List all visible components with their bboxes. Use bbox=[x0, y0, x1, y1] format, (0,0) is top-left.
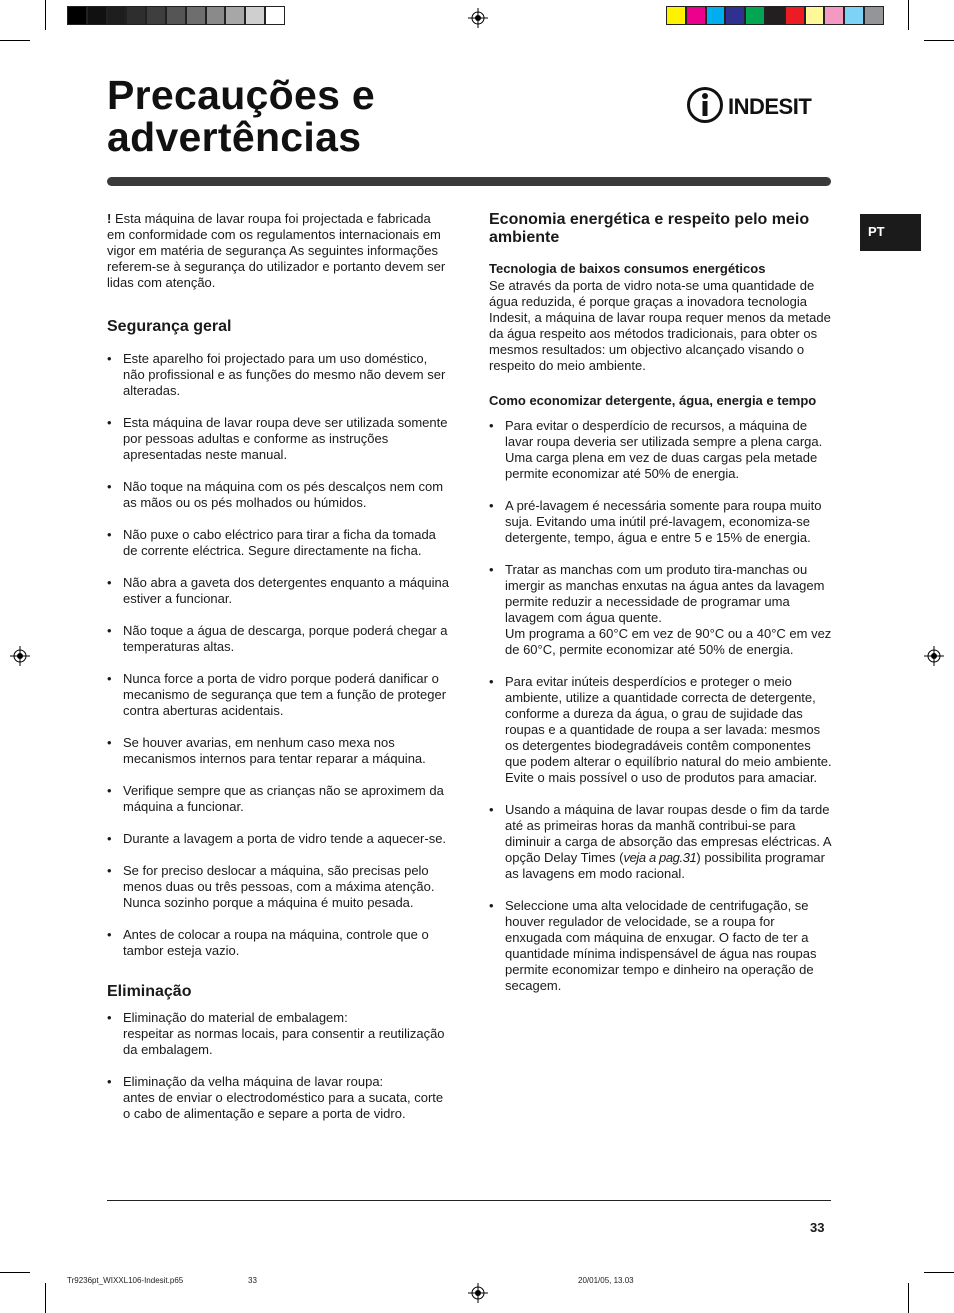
language-tab: PT bbox=[860, 214, 921, 251]
left-column bbox=[107, 211, 452, 1138]
delay-text-end: ) possibilita programar as lavagens em modo racional. bbox=[505, 850, 825, 881]
color-swatch bbox=[686, 6, 706, 25]
tech-paragraph: Se através da porta de vidro nota-se uma quantidade de água reduzida, é porque graças a inovadora tecnologia Indesit, a máquina de lavar roupa requer menos da metade da água respeito aos métodos tradicionais, para obter os mesmos resultados: um objectivo alcançado visando o respeito do meio ambiente. bbox=[489, 278, 831, 373]
list-item: • Esta máquina de lavar roupa deve ser utilizada somente por pessoas adultas e conforme as instruções apresentadas neste manual. bbox=[107, 415, 452, 463]
delay-text: Usando a máquina de lavar roupas desde o fim da tarde até as primeiras horas da manhã contribui-se para diminuir a carga de absorção das empresas eléctricas. A opção Delay Times ( bbox=[505, 802, 831, 865]
crop-mark bbox=[45, 0, 46, 30]
color-swatch bbox=[805, 6, 825, 25]
list-item: • Verifique sempre que as crianças não se aproximem da máquina a funcionar. bbox=[107, 783, 452, 815]
list-item: • Este aparelho foi projectado para um uso doméstico, não profissional e as funções do mesmo não devem ser alteradas. bbox=[107, 351, 452, 399]
crop-mark bbox=[924, 1272, 954, 1273]
page-title-line-2: advertências bbox=[107, 114, 362, 160]
save-list-extra bbox=[489, 802, 834, 994]
color-swatch bbox=[107, 6, 127, 25]
list-item: • Nunca force a porta de vidro porque poderá danificar o mecanismo de segurança que tem a função de proteger contra aberturas acidentais. bbox=[107, 671, 452, 719]
color-swatch bbox=[146, 6, 166, 25]
header-rule bbox=[107, 177, 831, 186]
color-swatch bbox=[824, 6, 844, 25]
color-swatch bbox=[186, 6, 206, 25]
tech-subheading: Tecnologia de baixos consumos energéticos bbox=[489, 261, 766, 276]
disposal-heading: Eliminação bbox=[107, 983, 192, 1000]
slug-page: 33 bbox=[248, 1276, 257, 1285]
right-column bbox=[489, 211, 834, 1010]
save-list bbox=[489, 418, 834, 786]
crop-mark bbox=[0, 40, 30, 41]
list-item: • Se for preciso deslocar a máquina, são precisas pelo menos duas ou três pessoas, com a máxima atenção. Nunca sozinho porque a máquina é muito pesada. bbox=[107, 863, 452, 911]
color-swatch bbox=[666, 6, 686, 25]
list-item: • Se houver avarias, em nenhum caso mexa nos mecanismos internos para tentar reparar a máquina. bbox=[107, 735, 452, 767]
color-swatch bbox=[126, 6, 146, 25]
color-swatch bbox=[745, 6, 765, 25]
list-item: • Não toque na máquina com os pés descalços nem com as mãos ou os pés molhados ou húmidos. bbox=[107, 479, 452, 511]
color-swatch bbox=[864, 6, 884, 25]
logo-text: INDESIT bbox=[728, 94, 812, 119]
list-item bbox=[489, 802, 834, 882]
list-item: • Não puxe o cabo eléctrico para tirar a ficha da tomada de corrente eléctrica. Segure directamente na ficha. bbox=[107, 527, 452, 559]
color-swatch bbox=[67, 6, 87, 25]
registration-mark-icon bbox=[468, 8, 488, 28]
indesit-logo bbox=[686, 86, 831, 124]
list-item: • Eliminação da velha máquina de lavar roupa: antes de enviar o electrodoméstico para a sucata, corte o cabo de alimentação e separe a porta de vidro. bbox=[107, 1074, 452, 1122]
crop-mark bbox=[908, 1283, 909, 1313]
color-swatch bbox=[245, 6, 265, 25]
crop-mark bbox=[908, 0, 909, 30]
crop-mark bbox=[924, 40, 954, 41]
list-item: • Para evitar o desperdício de recursos, a máquina de lavar roupa deveria ser utilizada sempre a plena carga. Uma carga plena em vez de duas cargas pela metade permite economizar até 50% de energia. bbox=[489, 418, 834, 482]
color-swatch bbox=[166, 6, 186, 25]
intro-paragraph bbox=[107, 211, 452, 291]
save-subheading: Como economizar detergente, água, energia e tempo bbox=[489, 393, 817, 408]
color-swatch bbox=[785, 6, 805, 25]
registration-mark-icon bbox=[924, 646, 944, 666]
page-title-line-1: Precauções e bbox=[107, 72, 375, 118]
color-swatch bbox=[706, 6, 726, 25]
registration-mark-icon bbox=[468, 1283, 488, 1303]
list-item: • A pré-lavagem é necessária somente para roupa muito suja. Evitando uma inútil pré-lavagem, economiza-se detergente, tempo, água e entre 5 e 15% de energia. bbox=[489, 498, 834, 546]
intro-text: Esta máquina de lavar roupa foi projectada e fabricada em conformidade com os regulamentos internacionais em vigor em matéria de segurança As seguintes informações referem-se à segurança do utilizador e portanto devem ser lidas com atenção. bbox=[107, 211, 446, 290]
registration-mark-icon bbox=[10, 646, 30, 666]
list-item: • Tratar as manchas com um produto tira-manchas ou imergir as manchas enxutas na água antes da lavagem permite reduzir a necessidade de programar uma lavagem com água quente. Um programa a 60°C em vez de 90°C ou a 40°C em vez de 60°C, permite economizar até 50% de energia. bbox=[489, 562, 834, 658]
list-item: • Para evitar inúteis desperdícios e proteger o meio ambiente, utilize a quantidade correcta de detergente, conforme a dureza da água, o grau de sujidade das roupas e a quantidade de roupa a ser lavada: mesmos os detergentes biodegradáveis contêm componentes que podem alterar o equilíbrio natural do meio ambiente. Evite o mais possível o uso de produtos para amaciar. bbox=[489, 674, 834, 786]
gray-swatch-bar bbox=[67, 6, 285, 25]
list-item: • Eliminação do material de embalagem: respeitar as normas locais, para consentir a reutilização da embalagem. bbox=[107, 1010, 452, 1058]
color-swatch bbox=[87, 6, 107, 25]
color-swatch bbox=[725, 6, 745, 25]
warning-mark: ! bbox=[107, 211, 112, 226]
footer-rule bbox=[107, 1200, 831, 1201]
slug-filename: Tr9236pt_WIXXL106-Indesit.p65 bbox=[67, 1276, 184, 1285]
color-swatch bbox=[225, 6, 245, 25]
color-swatch bbox=[844, 6, 864, 25]
list-item: • Seleccione uma alta velocidade de centrifugação, se houver regulador de velocidade, se a roupa for enxugada com máquina de enxugar. O facto de ter a quantidade mínima indispensável de água nas roupas permite economizar tempo e dinheiro na operação de secagem. bbox=[489, 898, 834, 994]
list-item: • Não abra a gaveta dos detergentes enquanto a máquina estiver a funcionar. bbox=[107, 575, 452, 607]
safety-list bbox=[107, 351, 452, 959]
list-item: • Não toque a água de descarga, porque poderá chegar a temperaturas altas. bbox=[107, 623, 452, 655]
color-swatch bbox=[206, 6, 226, 25]
slug-date: 20/01/05, 13.03 bbox=[578, 1276, 634, 1285]
color-swatch bbox=[765, 6, 785, 25]
page-reference-link[interactable]: veja a pag.31 bbox=[623, 850, 697, 865]
safety-heading: Segurança geral bbox=[107, 318, 232, 335]
color-swatch-bar bbox=[666, 6, 884, 25]
energy-heading: Economia energética e respeito pelo meio ambiente bbox=[489, 211, 810, 246]
page-number: 33 bbox=[810, 1220, 825, 1235]
color-swatch bbox=[265, 6, 285, 25]
list-item: • Antes de colocar a roupa na máquina, controle que o tambor esteja vazio. bbox=[107, 927, 452, 959]
crop-mark bbox=[45, 1283, 46, 1313]
page-title bbox=[107, 74, 375, 158]
crop-mark bbox=[0, 1272, 30, 1273]
disposal-list bbox=[107, 1010, 452, 1122]
list-item: • Durante a lavagem a porta de vidro tende a aquecer-se. bbox=[107, 831, 452, 847]
